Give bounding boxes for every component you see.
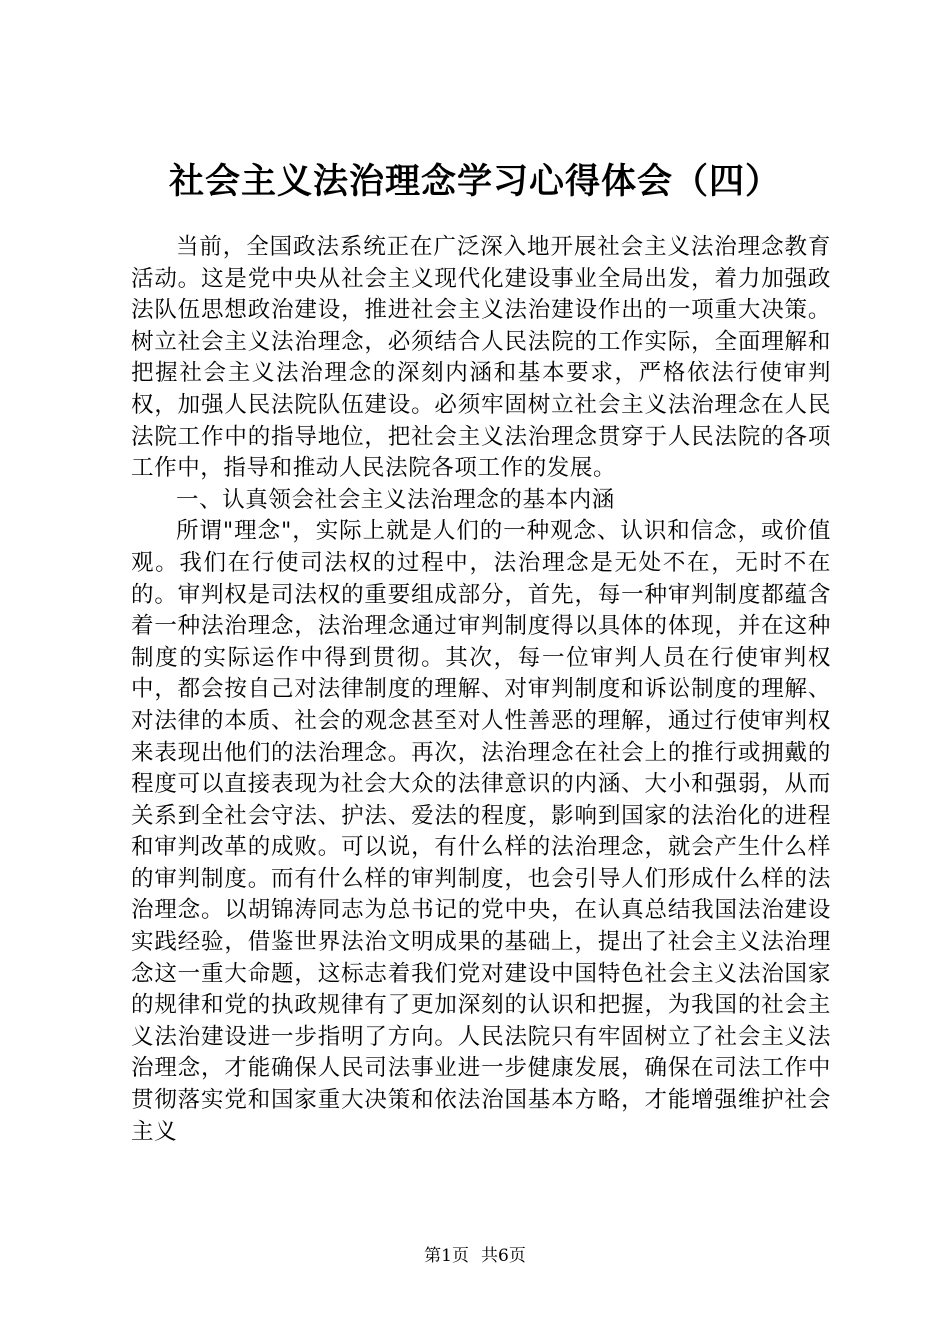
page-total: 共6页 (481, 1246, 526, 1266)
paragraph-section-1: 所谓"理念"，实际上就是人们的一种观念、认识和信念，或价值观。我们在行使司法权的过程中，法治理念是无处不在，无时不在的。审判权是司法权的重要组成部分，首先，每一种审判制度都蕴含着一种法治理念，法治理念通过审判制度得以具体的体现，并在这种制度的实际运作中得到贯彻。其次，每一位审判人员在行使审判权中，都会按自己对法律制度的理解、对审判制度和诉讼制度的理解、对法律的本质、社会的观念甚至对人性善恶的理解，通过行使审判权来表现出他们的法治理念。再次，法治理念在社会上的推行或拥戴的程度可以直接表现为社会大众的法律意识的内涵、大小和强弱，从而关系到全社会守法、护法、爱法的程度，影响到国家的法治化的进程和审判改革的成败。可以说，有什么样的法治理念，就会产生什么样的审判制度。而有什么样的审判制度，也会引导人们形成什么样的法治理念。以胡锦涛同志为总书记的党中央，在认真总结我国法治建设实践经验，借鉴世界法治文明成果的基础上，提出了社会主义法治理念这一重大命题，这标志着我们党对建设中国特色社会主义法治国家的规律和党的执政规律有了更加深刻的认识和把握，为我国的社会主义法治建设进一步指明了方向。人民法院只有牢固树立了社会主义法治理念，才能确保人民司法事业进一步健康发展，确保在司法工作中贯彻落实党和国家重大决策和依法治国基本方略，才能增强维护社会主义 (131, 518, 831, 1145)
page-footer (0, 1244, 950, 1268)
page-number: 第1页 (424, 1246, 469, 1266)
document-title: 社会主义法治理念学习心得体会（四） (168, 161, 781, 202)
section-heading-1: 一、认真领会社会主义法治理念的基本内涵 (176, 486, 615, 513)
document-body (131, 232, 831, 1148)
paragraph-intro: 当前，全国政法系统正在广泛深入地开展社会主义法治理念教育活动。这是党中央从社会主义现代化建设事业全局出发，着力加强政法队伍思想政治建设，推进社会主义法治建设作出的一项重大决策。树立社会主义法治理念，必须结合人民法院的工作实际，全面理解和把握社会主义法治理念的深刻内涵和基本要求，严格依法行使审判权，加强人民法院队伍建设。必须牢固树立社会主义法治理念在人民法院工作中的指导地位，把社会主义法治理念贯穿于人民法院的各项工作中，指导和推动人民法院各项工作的发展。 (131, 234, 831, 482)
